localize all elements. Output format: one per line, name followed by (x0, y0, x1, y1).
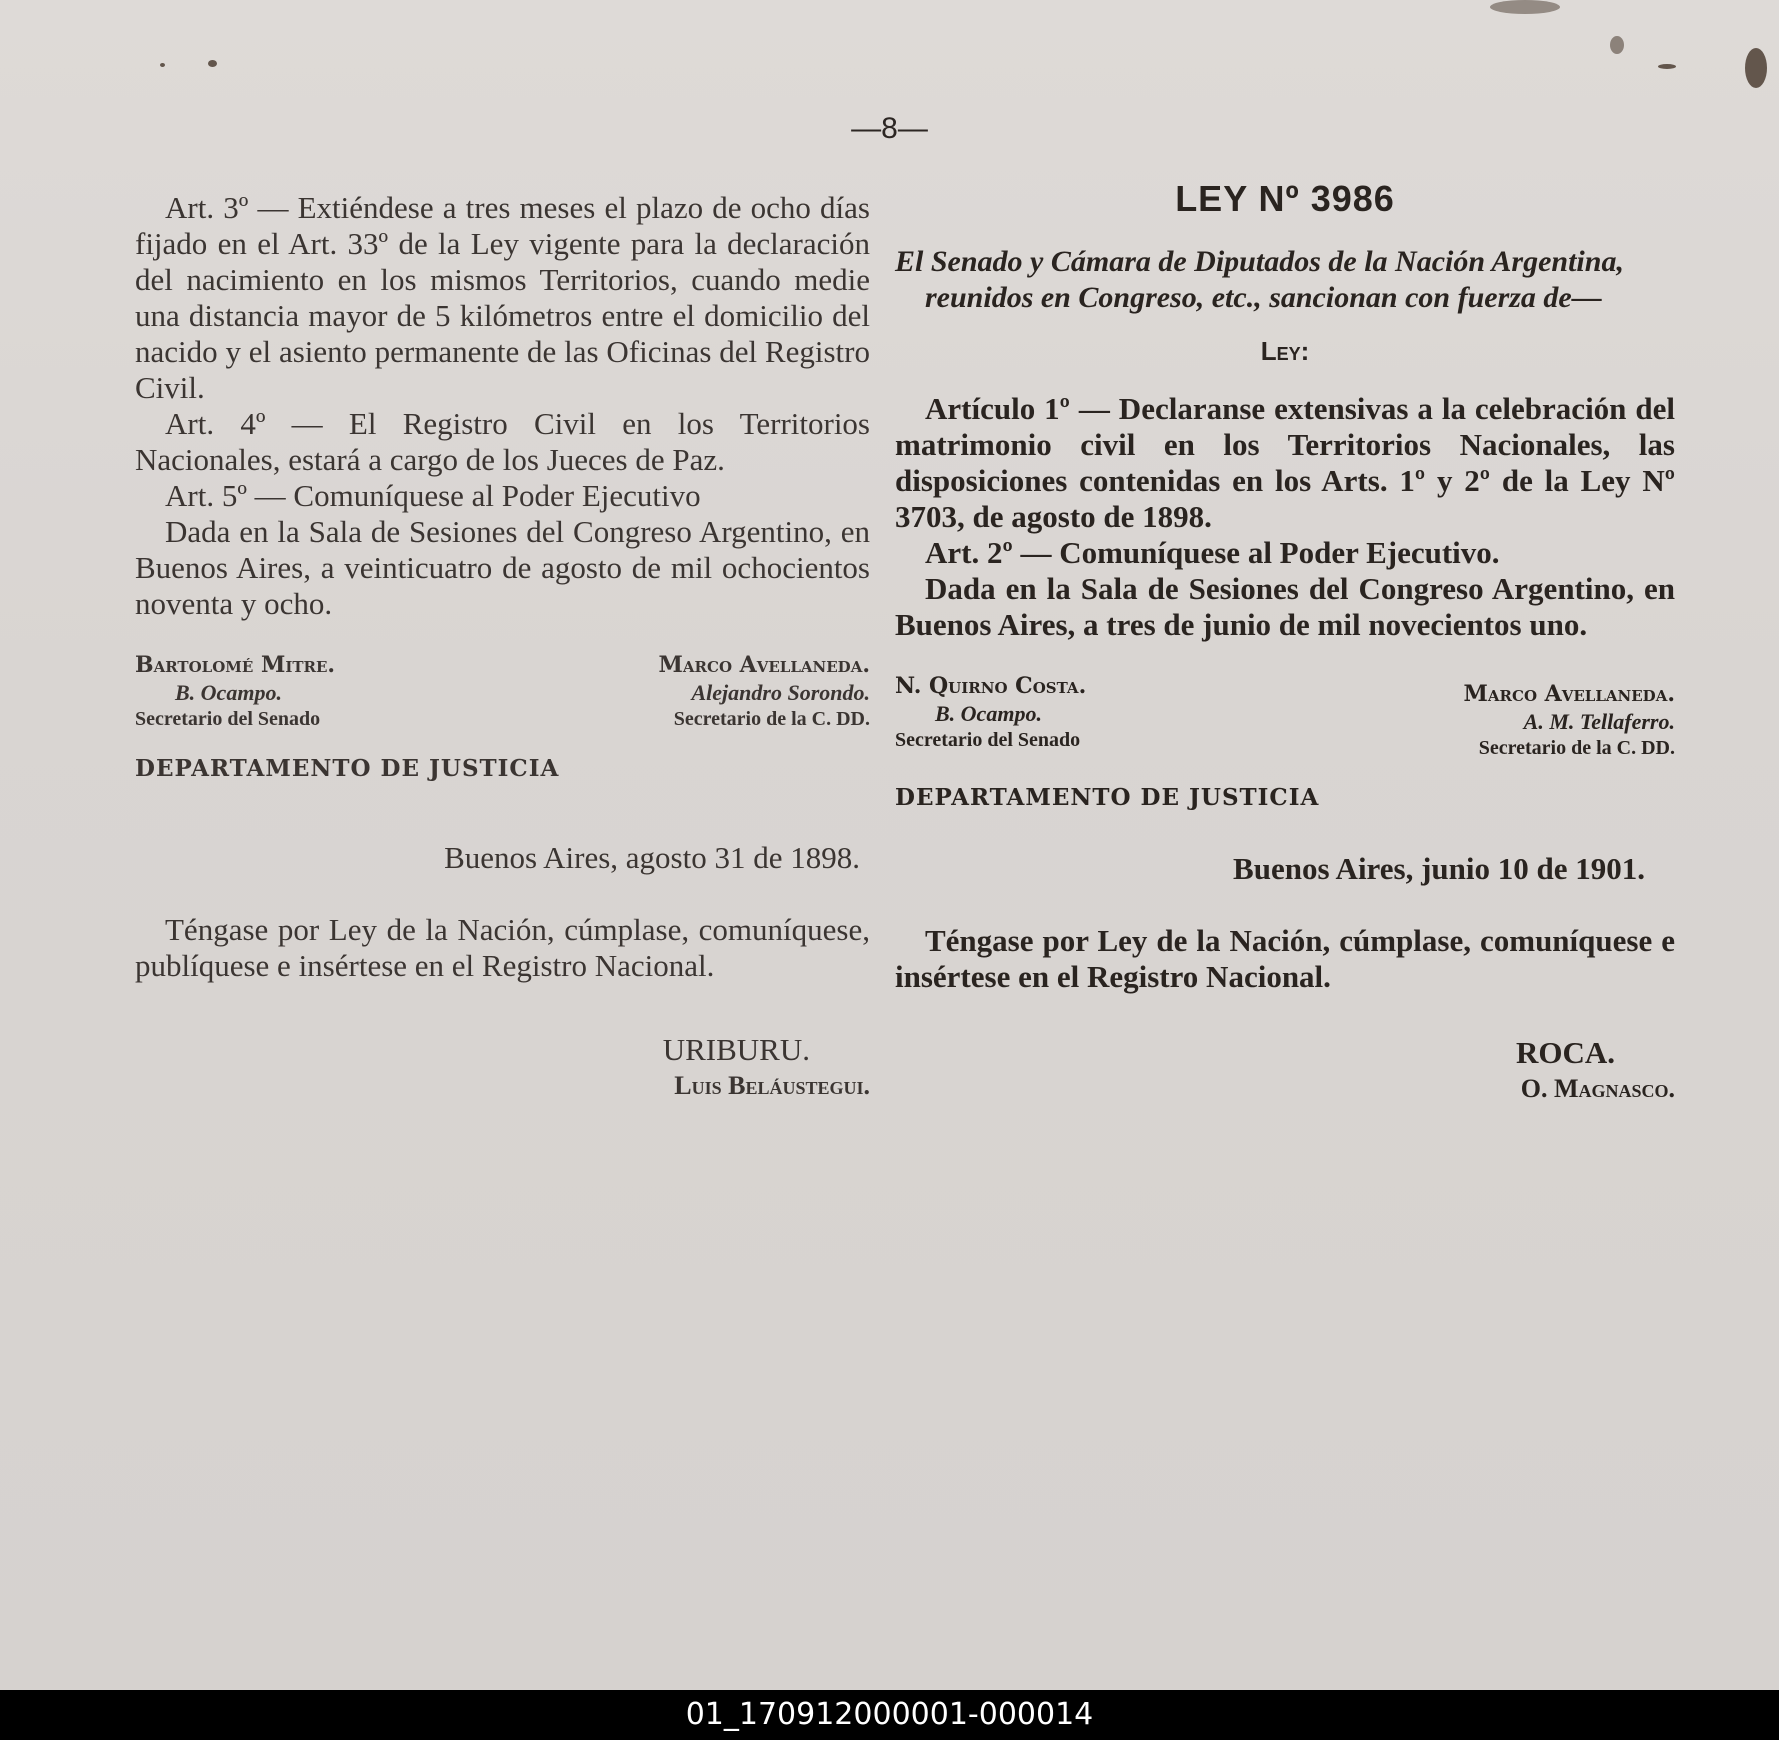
preamble: El Senado y Cámara de Diputados de la Nación Argentina, reunidos en Congreso, etc., sancionan con fuerza de— (895, 245, 1624, 314)
law-title: LEY Nº 3986 (1175, 178, 1395, 219)
minister-name: Luis Beláustegui. (674, 1071, 870, 1100)
chamber-signature (1464, 681, 1675, 762)
signatory-name: Marco Avellaneda. (1463, 681, 1675, 707)
president-name: URIBURU. (662, 1032, 810, 1067)
article-5: Art. 5º — Comuníquese al Poder Ejecutivo (165, 478, 701, 513)
secretary-role: Secretario de la C. DD. (1478, 737, 1675, 759)
senate-signature (895, 673, 1086, 762)
signatory-name: Bartolomé Mitre. (135, 652, 336, 678)
signature-row (135, 652, 870, 733)
department-heading: DEPARTAMENTO DE JUSTICIA (135, 755, 560, 782)
promulgation-text: Téngase por Ley de la Nación, cúmplase, comuníquese e insértese en el Registro Nacional. (895, 923, 1675, 994)
decree-date: Buenos Aires, junio 10 de 1901. (1233, 851, 1645, 886)
president-name: ROCA. (1515, 1035, 1615, 1070)
secretary-role: Secretario del Senado (135, 708, 321, 730)
right-column (895, 178, 1675, 1107)
senate-signature (135, 652, 335, 733)
ink-stain (1745, 48, 1767, 88)
image-caption: 01_170912000001-000014 (0, 1690, 1779, 1740)
enactment-clause: Dada en la Sala de Sesiones del Congreso Argentino, en Buenos Aires, a veinticuatro de agosto de mil ochocientos noventa y ocho. (135, 514, 870, 621)
ink-stain (1490, 0, 1560, 14)
secretary-name: Alejandro Sorondo. (691, 680, 870, 705)
article-4: Art. 4º — El Registro Civil en los Territorios Nacionales, estará a cargo de los Jueces de Paz. (135, 406, 870, 477)
executive-signature (895, 1035, 1675, 1107)
signatory-name: N. Quirno Costa. (895, 673, 1087, 699)
secretary-name: B. Ocampo. (935, 701, 1042, 726)
secretary-role: Secretario de la C. DD. (673, 708, 870, 730)
chamber-signature (659, 652, 870, 733)
ink-stain (160, 63, 165, 67)
article-2: Art. 2º — Comuníquese al Poder Ejecutivo. (925, 535, 1500, 570)
secretary-name: A. M. Tellaferro. (1523, 709, 1675, 734)
department-heading: DEPARTAMENTO DE JUSTICIA (895, 784, 1320, 811)
signature-row (895, 673, 1675, 762)
ink-stain (208, 60, 217, 67)
enactment-clause: Dada en la Sala de Sesiones del Congreso Argentino, en Buenos Aires, a tres de junio de mil novecientos uno. (895, 571, 1675, 642)
decree-date: Buenos Aires, agosto 31 de 1898. (444, 840, 860, 875)
secretary-name: B. Ocampo. (175, 680, 282, 705)
minister-name: O. Magnasco. (1520, 1074, 1675, 1103)
secretary-role: Secretario del Senado (895, 729, 1081, 751)
signatory-name: Marco Avellaneda. (658, 652, 870, 678)
article-1: Artículo 1º — Declaranse extensivas a la celebración del matrimonio civil en los Territorios Nacionales, las disposiciones contenidas en los Arts. 1º y 2º de la Ley Nº 3703, de agosto de 1898. (895, 391, 1675, 534)
executive-signature (135, 1032, 870, 1104)
page-number: —8— (851, 112, 928, 145)
ink-stain (1658, 64, 1676, 69)
ink-stain (1610, 36, 1624, 54)
promulgation-text: Téngase por Ley de la Nación, cúmplase, comuníquese, publíquese e insértese en el Registro Nacional. (135, 912, 870, 983)
article-3: Art. 3º — Extiéndese a tres meses el plazo de ocho días fijado en el Art. 33º de la Ley vigente para la declaración del nacimiento en los mismos Territorios, cuando medie una distancia mayor de 5 kilómetros entre el domicilio del nacido y el asiento permanente de las Oficinas del Registro Civil. (135, 190, 870, 405)
left-column (135, 190, 870, 1104)
ley-label: Ley: (1260, 336, 1310, 366)
